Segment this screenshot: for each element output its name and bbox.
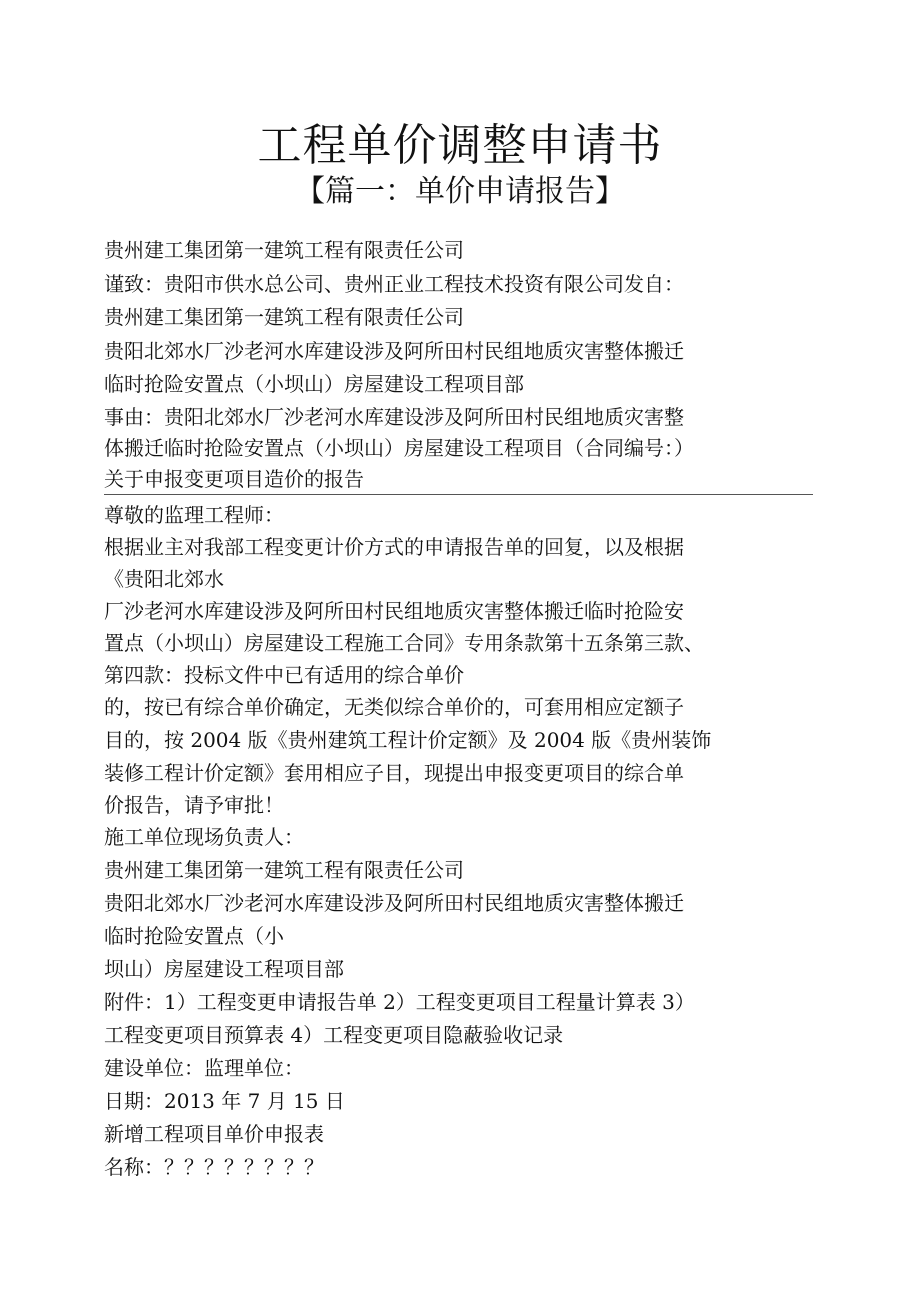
text-line: 建设单位：监理单位：	[104, 1056, 304, 1080]
text-line: 日期：2013 年 7 月 15 日	[104, 1089, 345, 1113]
text-line: 置点（小坝山）房屋建设工程施工合同》专用条款第十五条第三款、	[104, 631, 704, 655]
text-line: 目的，按 2004 版《贵州建筑工程计价定额》及 2004 版《贵州装饰	[104, 728, 712, 752]
text-line: 贵州建工集团第一建筑工程有限责任公司	[104, 238, 464, 262]
text-line: 体搬迁临时抢险安置点（小坝山）房屋建设工程项目（合同编号：）	[104, 436, 694, 460]
document-title: 工程单价调整申请书	[257, 120, 663, 171]
text-line: 价报告，请予审批！	[104, 793, 284, 817]
text-line: 根据业主对我部工程变更计价方式的申请报告单的回复，以及根据	[104, 535, 684, 559]
text-line: 贵州建工集团第一建筑工程有限责任公司	[104, 305, 464, 329]
text-line: 贵阳北郊水厂沙老河水库建设涉及阿所田村民组地质灾害整体搬迁	[104, 339, 684, 363]
text-line: 名称：？？？？？？？？	[104, 1155, 324, 1179]
text-line: 尊敬的监理工程师：	[104, 503, 284, 527]
text-line: 第四款：投标文件中已有适用的综合单价	[104, 663, 464, 687]
document-subtitle: 【篇一：单价申请报告】	[295, 174, 625, 209]
text-line: 坝山）房屋建设工程项目部	[104, 957, 344, 981]
text-line: 谨致：贵阳市供水总公司、贵州正业工程技术投资有限公司发自：	[104, 272, 684, 296]
text-line: 事由：贵阳北郊水厂沙老河水库建设涉及阿所田村民组地质灾害整	[104, 405, 684, 429]
text-line: 新增工程项目单价申报表	[104, 1122, 324, 1146]
text-line: 《贵阳北郊水	[104, 567, 224, 591]
divider-line	[104, 494, 813, 495]
text-line: 关于申报变更项目造价的报告	[104, 467, 364, 491]
text-line: 施工单位现场负责人：	[104, 825, 304, 849]
text-line: 临时抢险安置点（小	[104, 924, 284, 948]
text-line: 临时抢险安置点（小坝山）房屋建设工程项目部	[104, 372, 524, 396]
text-line: 工程变更项目预算表 4）工程变更项目隐蔽验收记录	[104, 1023, 564, 1047]
text-line: 的，按已有综合单价确定，无类似综合单价的，可套用相应定额子	[104, 695, 684, 719]
text-line: 贵州建工集团第一建筑工程有限责任公司	[104, 858, 464, 882]
text-line: 贵阳北郊水厂沙老河水库建设涉及阿所田村民组地质灾害整体搬迁	[104, 891, 684, 915]
text-line: 厂沙老河水库建设涉及阿所田村民组地质灾害整体搬迁临时抢险安	[104, 599, 684, 623]
text-line: 装修工程计价定额》套用相应子目，现提出申报变更项目的综合单	[104, 761, 684, 785]
text-line: 附件：1）工程变更申请报告单 2）工程变更项目工程量计算表 3）	[104, 990, 695, 1014]
